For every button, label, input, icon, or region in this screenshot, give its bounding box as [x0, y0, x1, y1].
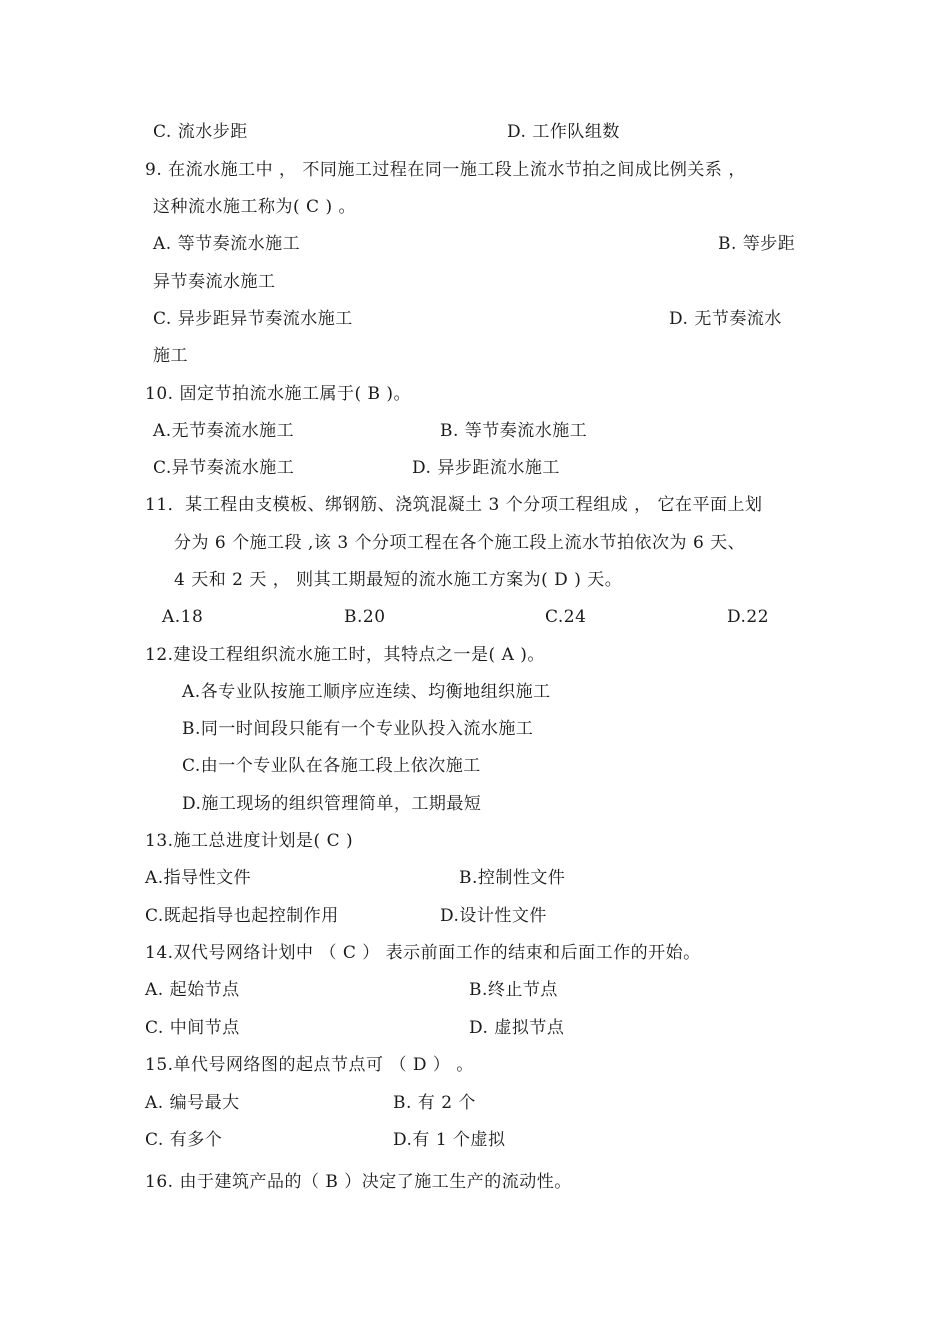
- q9-option-d: D. 无节奏流水: [669, 309, 782, 329]
- q11-option-a: A.18: [162, 607, 204, 627]
- q13-option-b: B.控制性文件: [459, 868, 566, 888]
- q14-option-c: C. 中间节点: [145, 1018, 240, 1038]
- q16-stem: 16. 由于建筑产品的（ B ）决定了施工生产的流动性。: [145, 1172, 572, 1192]
- q13-stem: 13.施工总进度计划是( C ): [145, 831, 354, 851]
- q13-option-a: A.指导性文件: [145, 868, 252, 888]
- q13-option-d: D.设计性文件: [440, 906, 547, 926]
- q10-option-d: D. 异步距流水施工: [412, 458, 560, 478]
- q8-option-c: C. 流水步距: [153, 122, 248, 142]
- q10-option-a: A.无节奏流水施工: [153, 421, 295, 441]
- q10-option-b: B. 等节奏流水施工: [440, 421, 588, 441]
- q12-option-a: A.各专业队按施工顺序应连续、均衡地组织施工: [182, 682, 551, 702]
- q10-stem: 10. 固定节拍流水施工属于( B )。: [145, 384, 412, 404]
- q15-option-d: D.有 1 个虚拟: [393, 1130, 506, 1150]
- q14-stem: 14.双代号网络计划中 （ C ） 表示前面工作的结束和后面工作的开始。: [145, 943, 701, 963]
- q15-option-b: B. 有 2 个: [393, 1093, 476, 1113]
- q14-option-b: B.终止节点: [469, 980, 558, 1000]
- q11-stem-line2: 分为 6 个施工段 ,该 3 个分项工程在各个施工段上流水节拍依次为 6 天、: [174, 533, 746, 553]
- q13-option-c: C.既起指导也起控制作用: [145, 906, 339, 926]
- q12-stem: 12.建设工程组织流水施工时，其特点之一是( A )。: [145, 645, 545, 665]
- q15-option-a: A. 编号最大: [145, 1093, 240, 1113]
- q9-stem-line2: 这种流水施工称为( C ) 。: [153, 197, 356, 217]
- q12-option-d: D.施工现场的组织管理简单，工期最短: [182, 794, 482, 814]
- q9-option-b-continued: 异节奏流水施工: [153, 272, 276, 292]
- q10-option-c: C.异节奏流水施工: [153, 458, 295, 478]
- q9-stem-line1: 9. 在流水施工中 ， 不同施工过程在同一施工段上流水节拍之间成比例关系 ，: [145, 160, 746, 180]
- q11-option-c: C.24: [545, 607, 587, 627]
- q11-stem-line1: 11．某工程由支模板、绑钢筋、浇筑混凝土 3 个分项工程组成 ， 它在平面上划: [145, 495, 763, 515]
- q11-option-d: D.22: [727, 607, 770, 627]
- q9-option-c: C. 异步距异节奏流水施工: [153, 309, 353, 329]
- q11-option-b: B.20: [344, 607, 386, 627]
- q14-option-d: D. 虚拟节点: [469, 1018, 565, 1038]
- q12-option-c: C.由一个专业队在各施工段上依次施工: [182, 756, 481, 776]
- q9-option-b: B. 等步距: [718, 234, 796, 254]
- q8-option-d: D. 工作队组数: [507, 122, 620, 142]
- q9-option-a: A. 等节奏流水施工: [153, 234, 301, 254]
- q14-option-a: A. 起始节点: [145, 980, 240, 1000]
- q15-stem: 15.单代号网络图的起点节点可 （ D ） 。: [145, 1055, 474, 1075]
- q12-option-b: B.同一时间段只能有一个专业队投入流水施工: [182, 719, 534, 739]
- q15-option-c: C. 有多个: [145, 1130, 223, 1150]
- q11-stem-line3: 4 天和 2 天 ， 则其工期最短的流水施工方案为( D ) 天。: [174, 570, 623, 590]
- q9-option-d-continued: 施工: [153, 346, 188, 366]
